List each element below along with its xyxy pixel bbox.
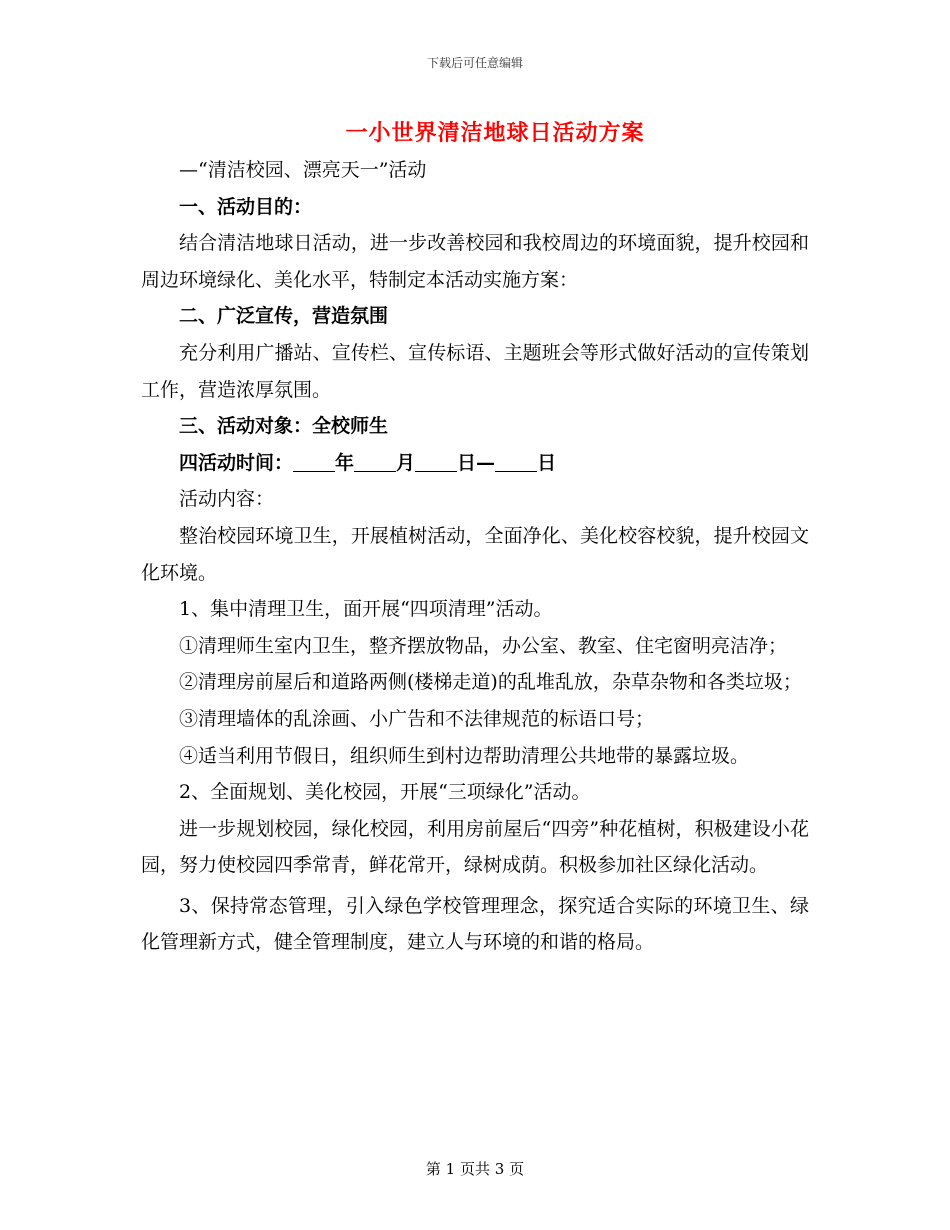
content-label: 活动内容：: [179, 488, 275, 511]
item-2-text: 进一步规划校园，绿化校园，利用房前屋后“四旁”种花植树，积极建设小花园，努力使校园四季常青，鲜花常开，绿树成荫。积极参加社区绿化活动。: [141, 817, 809, 877]
section-1-heading: 一、活动目的：: [179, 195, 313, 218]
section-4-heading: [141, 445, 809, 482]
item-1-sub-4: ④适当利用节假日，组织师生到村边帮助清理公共地带的暴露垃圾。: [179, 744, 750, 767]
item-1-heading: 1、集中清理卫生，面开展“四项清理”活动。: [179, 598, 553, 621]
item-1-sub-3: ③清理墙体的乱涂画、小广告和不法律规范的标语口号；: [179, 707, 655, 730]
end-day-label: 日: [537, 451, 557, 474]
section-2-text: 充分利用广播站、宣传栏、宣传标语、主题班会等形式做好活动的宣传策划工作，营造浓厚氛围。: [141, 341, 809, 401]
item-1-sub-1: ①清理师生室内卫生，整齐摆放物品，办公室、教室、住宅窗明亮洁净；: [179, 634, 788, 657]
header-note: 下载后可任意编辑: [426, 56, 523, 70]
year-label: 年: [335, 451, 355, 474]
month-label: 月: [396, 451, 416, 474]
item-2-heading: 2、全面规划、美化校园，开展“三项绿化”活动。: [179, 781, 591, 804]
page-indicator: 第 1 页共 3 页: [425, 1160, 525, 1178]
month-blank: [354, 452, 396, 472]
document-title: 一小世界清洁地球日活动方案: [345, 120, 645, 146]
item-1-sub-2: ②清理房前屋后和道路两侧(楼梯走道)的乱堆乱放，杂草杂物和各类垃圾；: [179, 671, 802, 694]
document-body: [141, 152, 809, 961]
day-label: 日—: [457, 451, 496, 474]
year-blank: [293, 452, 335, 472]
section-1-text: 结合清洁地球日活动，进一步改善校园和我校周边的环境面貌，提升校园和周边环境绿化、美化水平，特制定本活动实施方案：: [141, 232, 809, 291]
day-blank: [415, 452, 457, 472]
end-day-blank: [495, 452, 537, 472]
subtitle: —“清洁校园、漂亮天一”活动: [179, 159, 427, 181]
activity-time-label: 四活动时间：: [179, 451, 294, 474]
section-2-heading: 二、广泛宣传，营造氛围: [179, 305, 389, 328]
item-3-text: 3、保持常态管理，引入绿色学校管理理念，探究适合实际的环境卫生、绿化管理新方式，健全管理制度，建立人与环境的和谐的格局。: [141, 894, 809, 954]
content-intro: 整治校园环境卫生，开展植树活动，全面净化、美化校容校貌，提升校园文化环境。: [141, 524, 809, 584]
section-3-heading: 三、活动对象：全校师生: [179, 415, 389, 438]
